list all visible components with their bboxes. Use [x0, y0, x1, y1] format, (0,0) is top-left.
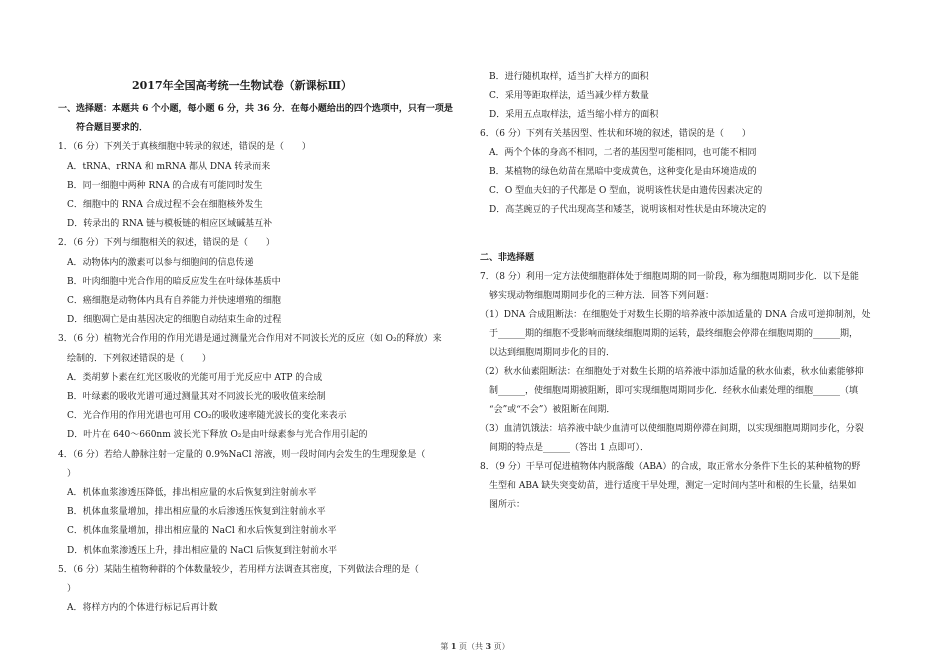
left-line: D．转录出的 RNA 链与模板链的相应区域碱基互补: [58, 219, 273, 230]
right-line: C．采用等距取样法，适当减少样方数量: [480, 91, 649, 101]
left-line: A．将样方内的个体进行标记后再计数: [58, 603, 218, 614]
left-line: D．细胞凋亡是由基因决定的细胞自动结束生命的过程: [58, 315, 282, 326]
right-line: B．某植物的绿色幼苗在黑暗中变成黄色，这种变化是由环境造成的: [480, 167, 757, 177]
left-line: 2．（6 分）下列与细胞相关的叙述，错误的是（ ）: [58, 238, 275, 249]
right-line: C．O 型血夫妇的子代都是 O 型血，说明该性状是由遗传因素决定的: [480, 186, 763, 196]
right-line: 二、非选择题: [480, 252, 535, 263]
right-line: A．两个个体的身高不相同，二者的基因型可能相同，也可能不相同: [480, 148, 757, 158]
left-line: C．机体血浆量增加，排出相应量的 NaCl 和水后恢复到注射前水平: [58, 526, 337, 537]
left-line: B．同一细胞中两种 RNA 的合成有可能同时发生: [58, 180, 263, 191]
left-line: A．动物体内的激素可以参与细胞间的信息传递: [58, 257, 254, 268]
left-line: B．叶绿素的吸收光谱可通过测量其对不同波长光的吸收值来绘制: [58, 392, 326, 402]
left-line: 5．（6 分）某陆生植物种群的个体数量较少，若用样方法调查其密度，下列做法合理的是（: [58, 564, 419, 575]
right-line: 7．（8 分）利用一定方法使细胞群体处于细胞周期的同一阶段，称为细胞周期同步化．以下是能: [480, 271, 859, 282]
right-line: （3）血清饥饿法：培养液中缺少血清可以使细胞周期停滞在间期，以实现细胞周期同步化，分裂: [480, 423, 864, 434]
footer-total-pages: 3: [485, 641, 492, 651]
footer-suffix: 页）: [493, 642, 510, 651]
right-line: D．采用五点取样法，适当缩小样方的面积: [480, 110, 659, 120]
footer-page-number: 1: [450, 641, 457, 651]
right-line: （2）秋水仙素阻断法：在细胞处于对数生长期的培养液中添加适量的秋水仙素，秋水仙素能够抑: [480, 366, 864, 377]
right-line: 6．（6 分）下列有关基因型、性状和环境的叙述，错误的是（ ）: [480, 129, 751, 139]
right-line: 间期的特点是______（答出 1 点即可）．: [480, 442, 649, 453]
left-line: ）: [58, 584, 77, 594]
left-line: ）: [58, 468, 77, 479]
left-line: C．光合作用的作用光谱也可用 CO₂的吸收速率随光波长的变化来表示: [58, 411, 347, 422]
left-line: 1．（6 分）下列关于真核细胞中转录的叙述，错误的是（ ）: [58, 142, 311, 153]
right-line: B．进行随机取样，适当扩大样方的面积: [480, 72, 649, 82]
left-line: D．机体血浆渗透压上升，排出相应量的 NaCl 后恢复到注射前水平: [58, 545, 337, 556]
left-line: 4．（6 分）若给人静脉注射一定量的 0.9%NaCl 溶液，则一段时间内会发生的生理现象是（: [58, 449, 426, 460]
left-line: A．tRNA、rRNA 和 mRNA 都从 DNA 转录而来: [58, 161, 271, 172]
left-line: 一、选择题：本题共 6 个小题，每小题 6 分，共 36 分．在每小题给出的四个选项中，只有一项是: [58, 104, 453, 114]
footer-prefix: 第: [440, 642, 449, 651]
right-line: 生型和 ABA 缺失突变幼苗，进行适度干旱处理，测定一定时间内茎叶和根的生长量，结果如: [480, 480, 857, 491]
left-line: A．机体血浆渗透压降低，排出相应量的水后恢复到注射前水平: [58, 488, 317, 498]
right-line: 8．（9 分）干旱可促进植物体内脱落酸（ABA）的合成，取正常水分条件下生长的某种植物的野: [480, 461, 861, 472]
right-line: 图所示：: [480, 499, 526, 510]
left-line: C．细胞中的 RNA 合成过程不会在细胞核外发生: [58, 200, 263, 210]
right-line: 制______，使细胞周期被阻断，即可实现细胞周期同步化．经秋水仙素处理的细胞______（填: [480, 385, 859, 396]
footer-middle: 页（共: [459, 642, 483, 651]
left-line: 3．（6 分）植物光合作用的作用光谱是通过测量光合作用对不同波长光的反应（如 O₂的释放）来: [58, 334, 442, 345]
page-footer: [0, 641, 950, 652]
right-line: 以达到细胞周期同步化的目的．: [480, 347, 616, 358]
left-line: B．叶肉细胞中光合作用的暗反应发生在叶绿体基质中: [58, 276, 281, 287]
left-line: B．机体血浆量增加，排出相应量的水后渗透压恢复到注射前水平: [58, 507, 326, 518]
left-line: C．癌细胞是动物体内具有自养能力并快速增殖的细胞: [58, 296, 281, 306]
right-line: （1）DNA 合成阻断法：在细胞处于对数生长期的培养液中添加适量的 DNA 合成可逆抑制剂，处: [480, 309, 871, 320]
right-line: 于______期的细胞不受影响而继续细胞周期的运转，最终细胞会停滞在细胞周期的______期，: [480, 328, 859, 339]
right-line: “会”或“不会”）被阻断在间期．: [480, 404, 616, 415]
left-line: 符合题目要求的．: [58, 123, 149, 134]
left-line: D．叶片在 640～660nm 波长光下释放 O₂是由叶绿素参与光合作用引起的: [58, 430, 368, 441]
right-line: 够实现动物细胞周期同步化的三种方法．回答下列问题：: [480, 290, 715, 301]
right-line: D．高茎豌豆的子代出现高茎和矮茎，说明该相对性状是由环境决定的: [480, 205, 767, 215]
left-line: A．类胡萝卜素在红光区吸收的光能可用于光反应中 ATP 的合成: [58, 372, 323, 383]
page-title: 2017年全国高考统一生物试卷（新课标Ⅲ）: [132, 79, 353, 92]
left-line: 绘制的．下列叙述错误的是（ ）: [58, 353, 212, 364]
